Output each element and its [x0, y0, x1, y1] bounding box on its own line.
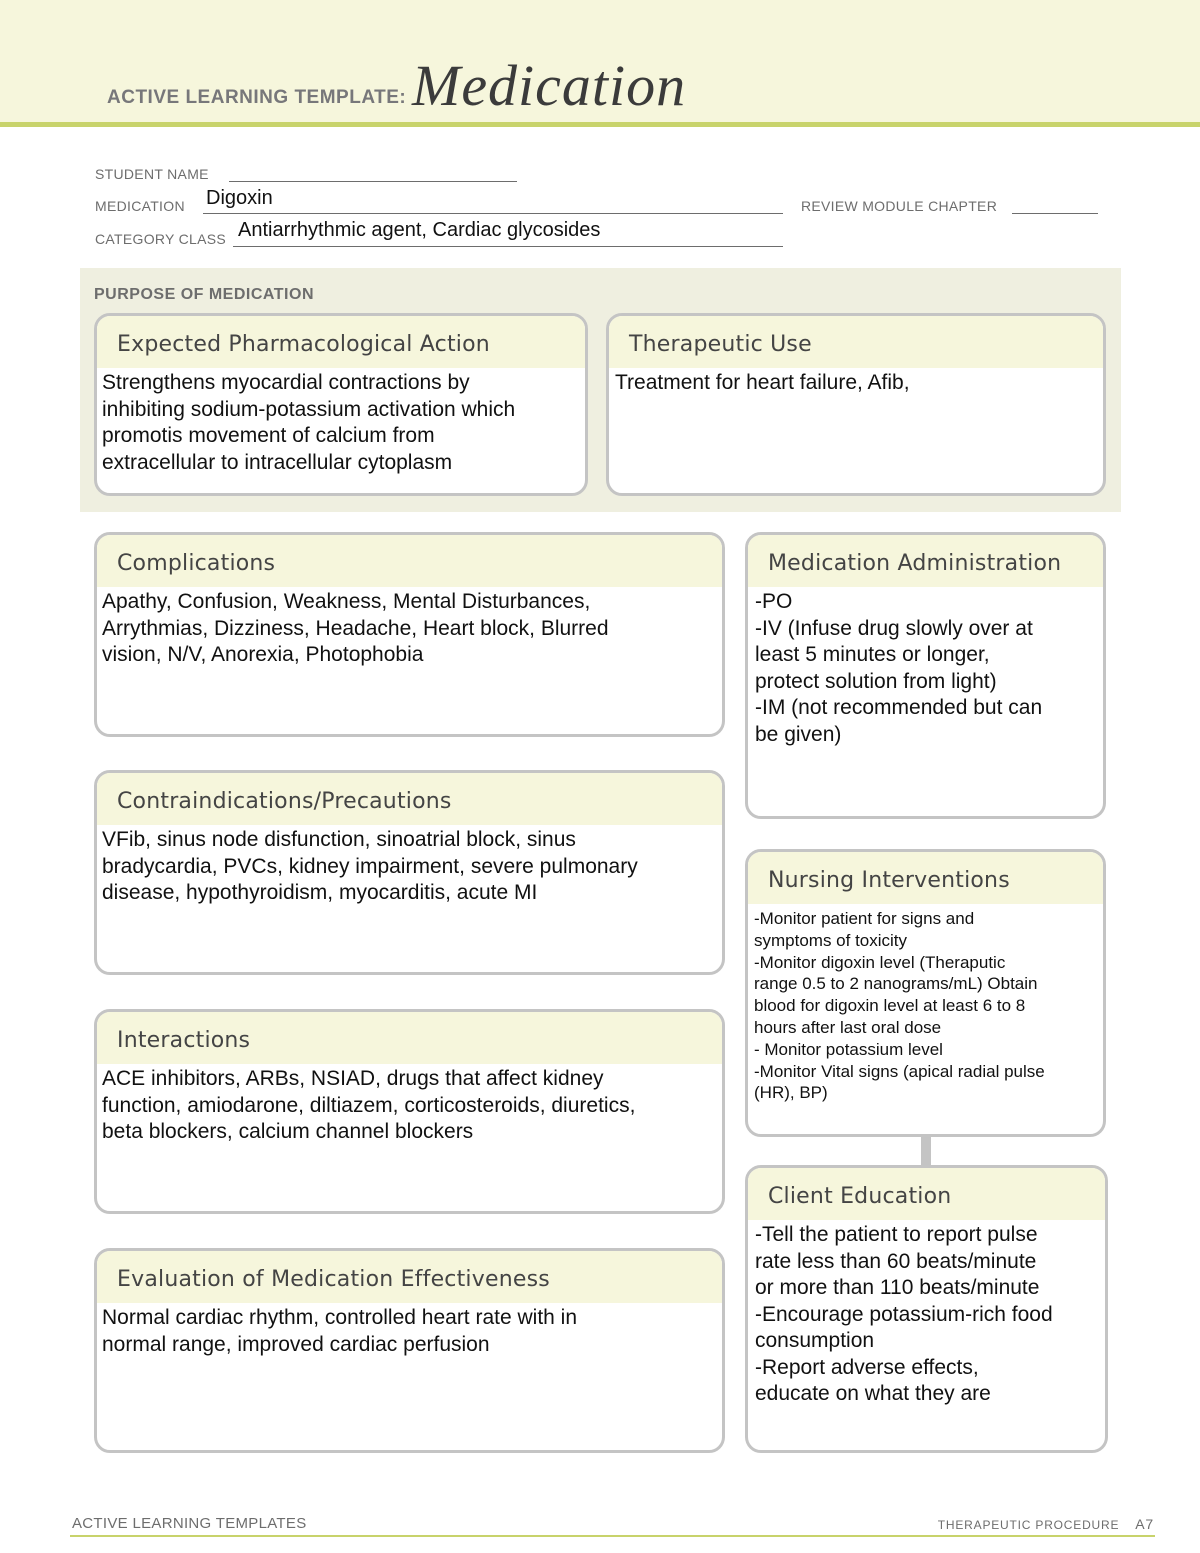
review-module-label: REVIEW MODULE CHAPTER [801, 198, 998, 214]
evaluation-text[interactable]: Normal cardiac rhythm, controlled heart rate with in normal range, improved cardiac perfusion [102, 1306, 578, 1356]
therapeutic-use-text[interactable]: Treatment for heart failure, Afib, [615, 371, 910, 394]
medication-administration-text[interactable]: -PO -IV (Infuse drug slowly over at least 5 minutes or longer, protect solution from light) -IM (not recommended but can be given) [755, 590, 1043, 746]
contraindications-heading: Contraindications/Precautions [97, 773, 722, 825]
nursing-interventions-heading: Nursing Interventions [748, 852, 1103, 904]
expected-action-box [94, 313, 588, 496]
interactions-heading: Interactions [97, 1012, 722, 1064]
footer-rule [70, 1535, 1155, 1537]
student-name-line[interactable] [229, 181, 517, 182]
therapeutic-use-box [606, 313, 1106, 496]
medication-label: MEDICATION [95, 198, 185, 214]
complications-box [94, 532, 725, 737]
client-education-box [745, 1165, 1108, 1453]
evaluation-box [94, 1248, 725, 1453]
contraindications-text[interactable]: VFib, sinus node disfunction, sinoatrial block, sinus bradycardia, PVCs, kidney impairment, severe pulmonary disease, hypothyroidism, myocarditis, acute MI [102, 828, 638, 904]
medication-line [203, 213, 783, 214]
footer-right [938, 1516, 1154, 1532]
interactions-text[interactable]: ACE inhibitors, ARBs, NSIAD, drugs that affect kidney function, amiodarone, diltiazem, corticosteroids, diuretics, beta blockers, calcium channel blockers [102, 1067, 636, 1143]
review-module-line [1012, 213, 1098, 214]
contraindications-box [94, 770, 725, 975]
purpose-title: PURPOSE OF MEDICATION [94, 286, 314, 303]
client-education-text[interactable]: -Tell the patient to report pulse rate less than 60 beats/minute or more than 110 beats/minute -Encourage potassium-rich food consumption -Report adverse effects, educate on what they are [755, 1223, 1053, 1405]
category-class-field[interactable]: Antiarrhythmic agent, Cardiac glycosides [238, 219, 601, 241]
interactions-box [94, 1009, 725, 1214]
category-class-label: CATEGORY CLASS [95, 231, 227, 247]
medication-field[interactable]: Digoxin [206, 187, 273, 209]
expected-action-text[interactable]: Strengthens myocardial contractions by inhibiting sodium-potassium activation which promotis movement of calcium from extracellular to intracellular cytoplasm [102, 371, 516, 474]
complications-text[interactable]: Apathy, Confusion, Weakness, Mental Disturbances, Arrythmias, Dizziness, Headache, Heart block, Blurred vision, N/V, Anorexia, Photophobia [102, 590, 609, 666]
client-education-heading: Client Education [748, 1168, 1105, 1220]
student-name-label: STUDENT NAME [95, 166, 209, 182]
template-label: ACTIVE LEARNING TEMPLATE: [107, 87, 407, 108]
evaluation-heading: Evaluation of Medication Effectiveness [97, 1251, 722, 1303]
nursing-interventions-text[interactable]: -Monitor patient for signs and symptoms of toxicity -Monitor digoxin level (Theraputic range 0.5 to 2 nanograms/mL) Obtain blood for digoxin level at least 6 to 8 hours after last oral dose - Monitor potassium level -Monitor Vital signs (apical radial pulse (HR), BP) [754, 909, 1045, 1103]
page-number: A7 [1135, 1516, 1154, 1532]
medication-administration-heading: Medication Administration [748, 535, 1103, 587]
nursing-interventions-box [745, 849, 1106, 1137]
footer-right-text: THERAPEUTIC PROCEDURE [937, 1518, 1120, 1532]
header-rule [0, 122, 1200, 127]
category-class-line [233, 246, 783, 247]
nursing-education-connector [921, 1135, 931, 1167]
footer-left-text: ACTIVE LEARNING TEMPLATES [72, 1515, 307, 1532]
complications-heading: Complications [97, 535, 722, 587]
expected-action-heading: Expected Pharmacological Action [97, 316, 585, 368]
therapeutic-use-heading: Therapeutic Use [609, 316, 1103, 368]
medication-administration-box [745, 532, 1106, 819]
page-title: Medication [412, 53, 687, 118]
